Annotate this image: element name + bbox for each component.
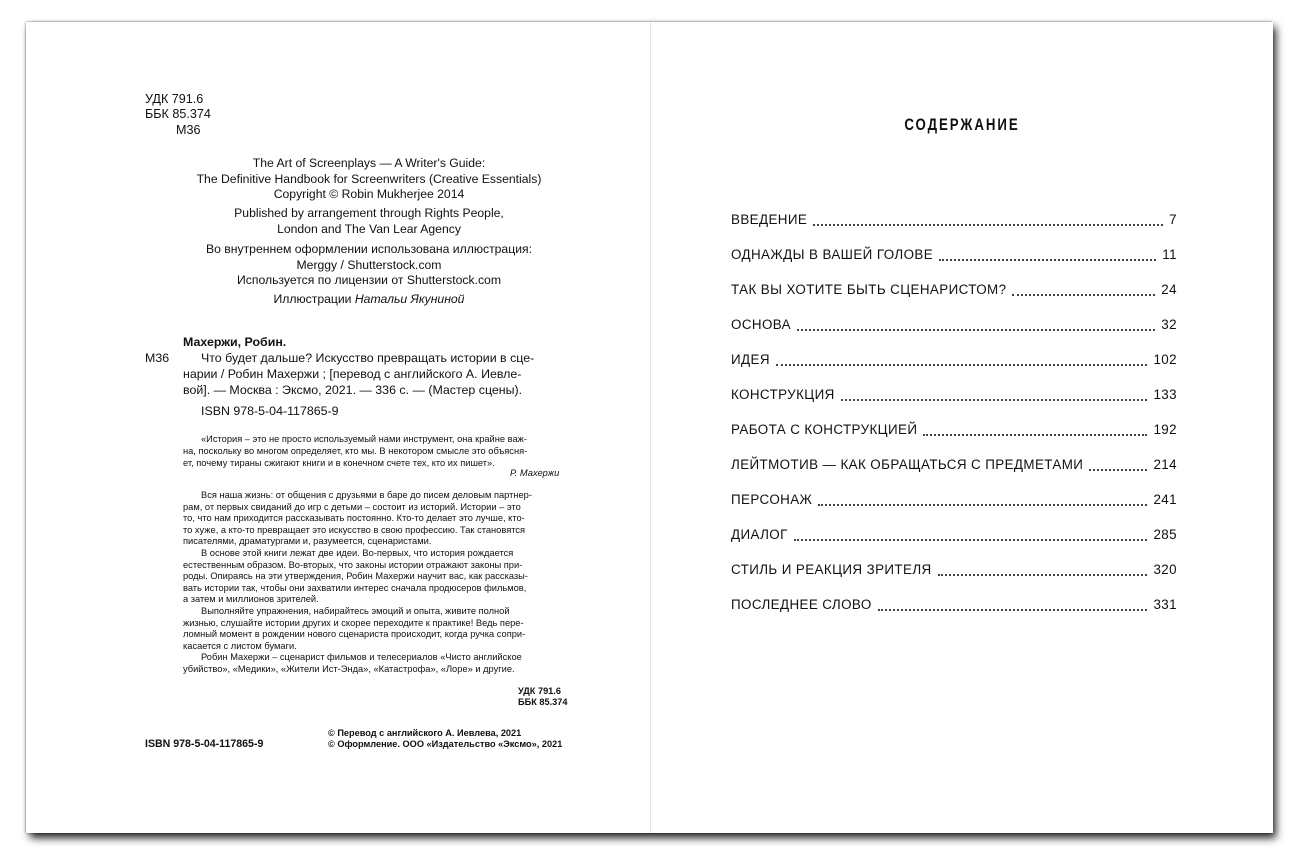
toc-leader-dots — [923, 433, 1147, 436]
annotation-line: В основе этой книги лежат две идеи. Во-первых, что история рождается — [201, 547, 514, 558]
epigraph-line: ет, почему тираны сжигают книги и в конечном счете тех, кто их пишет». — [183, 458, 495, 468]
annotation-line: а затем и миллионов зрителей. — [183, 594, 319, 605]
toc-entry-page: 214 — [1153, 457, 1177, 472]
toc-entry-page: 133 — [1153, 387, 1177, 402]
toc-entry-page: 331 — [1153, 597, 1177, 612]
contents-title: СОДЕРЖАНИЕ — [904, 115, 1020, 134]
toc-entry[interactable] — [731, 387, 1177, 405]
toc-leader-dots — [794, 538, 1148, 541]
toc-entry-page: 32 — [1161, 317, 1177, 332]
original-title-block — [176, 156, 562, 203]
toc-entry[interactable] — [731, 492, 1177, 510]
toc-entry-page: 285 — [1153, 527, 1177, 542]
annotation-line: писателями, драматургами и, разумеется, сценаристами. — [183, 536, 432, 547]
toc-leader-dots — [939, 258, 1156, 261]
annotation-line: то, что нам приходится рассказывать постоянно. Кто-то делает это лучше, кто- — [183, 513, 525, 524]
annotation-line: вать истории так, чтобы они захватили интерес сначала продюсеров фильмов, — [183, 582, 527, 593]
toc-entry[interactable] — [731, 597, 1177, 615]
copyright-design: © Оформление. ООО «Издательство «Эксмо», 2021 — [328, 739, 563, 749]
annotation-line: Вся наша жизнь: от общения с друзьями в баре до писем деловым партнер- — [201, 490, 532, 500]
epigraph-author: Р. Махержи — [510, 468, 560, 478]
epigraph-line: «История – это не просто используемый нами инструмент, она крайне важ- — [201, 434, 527, 444]
toc-entry-title: РАБОТА С КОНСТРУКЦИЕЙ — [731, 422, 918, 437]
toc-entry[interactable] — [731, 422, 1177, 440]
author-sign: М36 — [176, 123, 201, 137]
annotation-line: жизнью, слушайте истории других и скорее переходите к практике! Ведь пере- — [183, 617, 524, 628]
illustrator-name: Натальи Якуниной — [354, 292, 465, 306]
credit-line: Используется по лицензии от Shutterstock.com — [237, 273, 501, 288]
published-line: London and The Van Lear Agency — [277, 221, 461, 236]
original-line: The Art of Screenplays — A Writer's Guide: — [252, 156, 486, 170]
toc-entry-page: 7 — [1169, 212, 1177, 227]
toc-entry-page: 11 — [1162, 247, 1177, 262]
original-line: Copyright © Robin Mukherjee 2014 — [273, 187, 465, 202]
credit-line: Merggy / Shutterstock.com — [296, 257, 442, 272]
toc-entry[interactable] — [731, 562, 1177, 580]
copyright-translation: © Перевод с английского А. Иевлева, 2021 — [328, 728, 522, 738]
annotation-block — [183, 490, 532, 676]
toc-leader-dots — [1089, 468, 1147, 471]
toc-entry-title: ПЕРСОНАЖ — [731, 492, 813, 507]
toc-entry[interactable] — [731, 352, 1177, 370]
toc-entry-page: 102 — [1153, 352, 1177, 367]
original-line: The Definitive Handbook for Screenwriters (Creative Essentials) — [196, 171, 542, 186]
udk-code: УДК 791.6 — [145, 92, 204, 106]
bottom-udk: УДК 791.6 — [518, 686, 561, 696]
catalog-line: нарии / Робин Махержи ; [перевод с английского А. Иевле- — [183, 367, 522, 381]
toc-entry-page: 241 — [1153, 492, 1177, 507]
toc-leader-dots — [813, 223, 1163, 226]
toc-entry-title: ДИАЛОГ — [731, 527, 788, 542]
bottom-bbk: ББК 85.374 — [518, 697, 568, 707]
toc-entry-title: ВВЕДЕНИЕ — [731, 212, 808, 227]
bottom-isbn: ISBN 978-5-04-117865-9 — [145, 738, 264, 750]
catalog-author: Махержи, Робин. — [183, 335, 287, 349]
toc-entry-title: ИДЕЯ — [731, 352, 770, 367]
book-spread — [26, 22, 1272, 833]
toc-entry[interactable] — [731, 212, 1177, 230]
annotation-line: ломный момент в рождении нового сценариста происходит, когда ручка сопри- — [183, 629, 526, 640]
bbk-code: ББК 85.374 — [145, 107, 211, 121]
credit-line: Во внутреннем оформлении использована иллюстрация: — [206, 242, 532, 256]
toc-entry-page: 320 — [1153, 562, 1177, 577]
toc-entry[interactable] — [731, 282, 1177, 300]
catalog-line: Что будет дальше? Искусство превращать истории в сце- — [201, 351, 535, 365]
annotation-line: касается с листом бумаги. — [183, 640, 297, 651]
toc-leader-dots — [938, 573, 1148, 576]
toc-entry-title: ЛЕЙТМОТИВ — КАК ОБРАЩАТЬСЯ С ПРЕДМЕТАМИ — [731, 457, 1084, 472]
annotation-line: роды. Опираясь на эти утверждения, Робин Махержи научит вас, как рассказы- — [183, 571, 528, 582]
toc-leader-dots — [818, 503, 1147, 506]
toc-leader-dots — [1012, 293, 1155, 296]
toc-entry[interactable] — [731, 247, 1177, 265]
toc-entry-page: 192 — [1153, 422, 1177, 437]
toc-leader-dots — [878, 608, 1148, 611]
published-line: Published by arrangement through Rights People, — [234, 206, 504, 220]
annotation-line: естественным образом. Во-вторых, что законы истории отражают законы при- — [183, 559, 523, 570]
toc-entry-title: ПОСЛЕДНЕЕ СЛОВО — [731, 597, 872, 612]
toc-entry-title: ТАК ВЫ ХОТИТЕ БЫТЬ СЦЕНАРИСТОМ? — [731, 282, 1007, 297]
toc-leader-dots — [841, 398, 1148, 401]
catalog-sign: М36 — [145, 351, 170, 365]
toc-entry[interactable] — [731, 527, 1177, 545]
toc-leader-dots — [776, 363, 1148, 366]
annotation-line: рам, от первых свиданий до игр с детьми – состоит из историй. Истории – это — [183, 501, 521, 512]
published-block — [176, 206, 562, 237]
imprint-page — [26, 22, 650, 833]
annotation-line: Робин Махержи – сценарист фильмов и телесериалов «Чисто английское — [201, 652, 522, 663]
toc-entry-title: СТИЛЬ И РЕАКЦИЯ ЗРИТЕЛЯ — [731, 562, 932, 577]
toc-leader-dots — [797, 328, 1155, 331]
catalog-isbn: ISBN 978-5-04-117865-9 — [201, 404, 339, 418]
toc-entry[interactable] — [731, 457, 1177, 475]
epigraph-line: на, поскольку во многом определяет, кто мы. В некотором смысле это объясня- — [183, 446, 528, 456]
toc-entry-title: КОНСТРУКЦИЯ — [731, 387, 835, 402]
toc-entry-page: 24 — [1161, 282, 1177, 297]
annotation-line: то хуже, а кто-то превращает это искусство в свою профессию. Так становятся — [183, 524, 526, 535]
catalog-line: вой]. — Москва : Эксмо, 2021. — 336 с. — (Мастер сцены). — [183, 383, 523, 397]
annotation-line: убийство», «Медики», «Жители Ист-Энда», «Катастрофа», «Лоре» и другие. — [183, 663, 515, 674]
toc-entry[interactable] — [731, 317, 1177, 335]
illustrator-credit — [176, 292, 562, 308]
toc-entry-title: ОСНОВА — [731, 317, 791, 332]
annotation-line: Выполняйте упражнения, набирайтесь эмоций и опыта, живите полной — [201, 605, 510, 616]
toc-entry-title: ОДНАЖДЫ В ВАШЕЙ ГОЛОВЕ — [731, 247, 934, 262]
illustrator-label: Иллюстрации — [273, 292, 352, 306]
illustration-credit-block — [176, 242, 562, 289]
